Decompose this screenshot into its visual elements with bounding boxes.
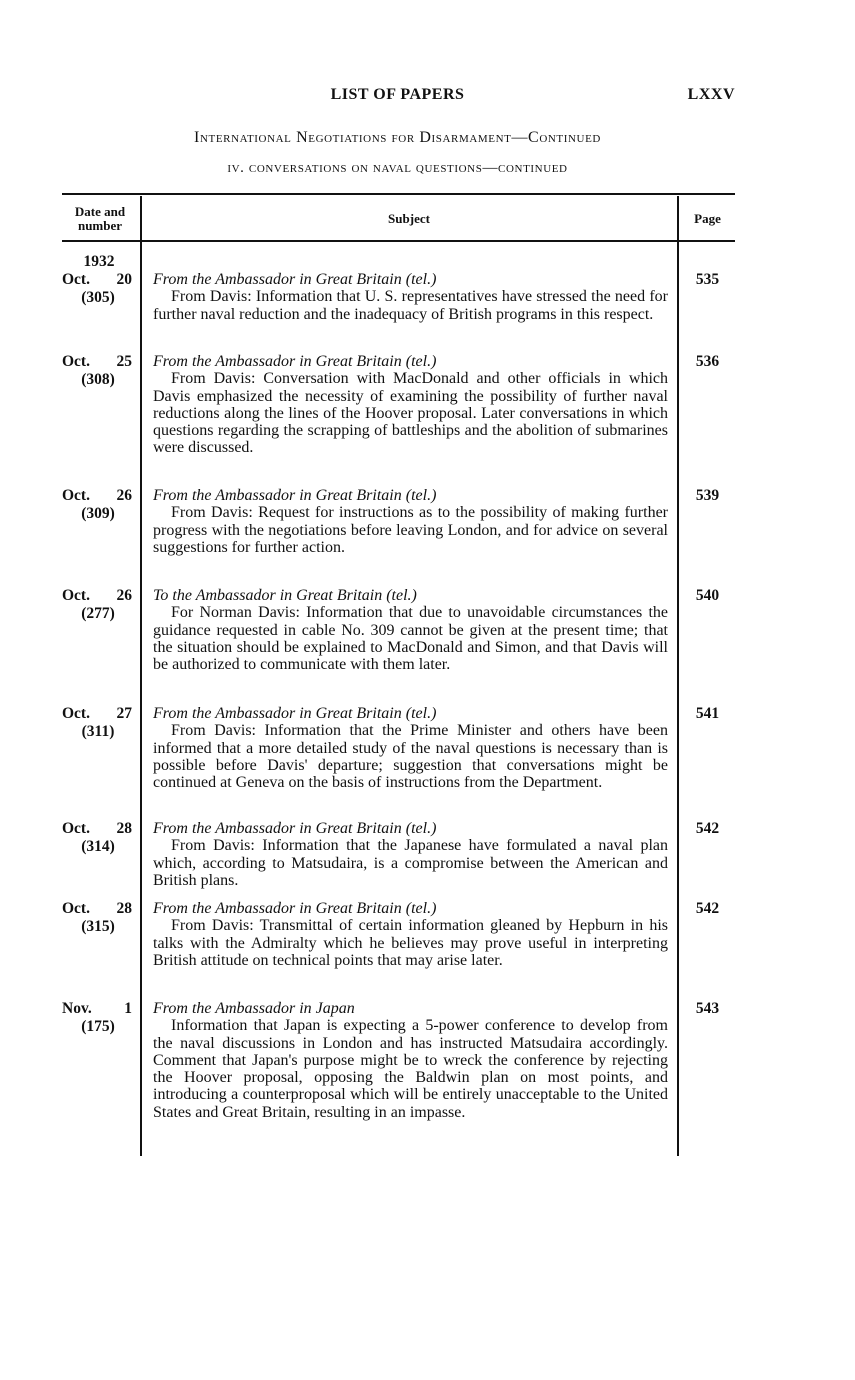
- entry-heading: To the Ambassador in Great Britain (tel.): [153, 587, 417, 604]
- entry-month: Oct.: [62, 353, 90, 370]
- entry-month: Oct.: [62, 271, 90, 288]
- entry-day: 1: [124, 1000, 132, 1017]
- entry-subject: [153, 271, 668, 323]
- entry-heading: From the Ambassador in Great Britain (tel.): [153, 353, 437, 370]
- entry-number: (175): [81, 1018, 115, 1035]
- entry-page: 539: [695, 487, 720, 504]
- entry-heading: From the Ambassador in Great Britain (tel.): [153, 271, 437, 288]
- entry-number: (314): [81, 838, 115, 855]
- entry-date: [62, 487, 132, 523]
- entry-heading: From the Ambassador in Great Britain (tel.): [153, 705, 437, 722]
- entry-body: For Norman Davis: Information that due to unavoidable circumstances the guidance requested in cable No. 309 cannot be given at the present time; that the situation should be explained to MacDonald and Simon, and that Davis will be authorized to communicate with them later.: [153, 604, 668, 674]
- section-title: International Negotiations for Disarmament—Continued: [194, 129, 601, 146]
- entry-day: 26: [116, 487, 132, 504]
- table-top-rule: [62, 193, 735, 195]
- entry-body: From Davis: Information that the Japanese have formulated a naval plan which, according to Matsudaira, is a compromise between the American and British plans.: [153, 837, 668, 889]
- entry-date: [62, 900, 132, 936]
- entry-number: (305): [81, 289, 115, 306]
- entry-number: (308): [81, 371, 115, 388]
- entry-subject: [153, 1000, 668, 1121]
- entry-body: From Davis: Request for instructions as to the possibility of making further progress with the negotiations before leaving London, and for advice on several suggestions for further action.: [153, 504, 668, 556]
- entry-page: 542: [695, 900, 720, 917]
- entry-heading: From the Ambassador in Japan: [153, 1000, 355, 1017]
- entry-number: (277): [81, 605, 115, 622]
- entry-subject: [153, 705, 668, 791]
- entry-month: Oct.: [62, 705, 90, 722]
- entry-date: [62, 271, 132, 307]
- entry-month: Oct.: [62, 587, 90, 604]
- running-head: [60, 86, 735, 108]
- entry-heading: From the Ambassador in Great Britain (tel.): [153, 820, 437, 837]
- entry-month: Oct.: [62, 487, 90, 504]
- entry-subject: [153, 353, 668, 457]
- column-header-subject: Subject: [388, 211, 430, 226]
- entry-body: From Davis: Conversation with MacDonald and other officials in which Davis emphasized the necessity of examining the possibility of further naval reductions along the lines of the Hoover proposal. Later conversations in which questions regarding the scrapping of battleships and the abolition of submarines were discussed.: [153, 370, 668, 457]
- entry-number: (309): [81, 505, 115, 522]
- entry-month: Oct.: [62, 900, 90, 917]
- entry-body: From Davis: Transmittal of certain information gleaned by Hepburn in his talks with the Admiralty which he believes may prove useful in interpreting British attitude on technical points that may arise later.: [153, 917, 668, 969]
- entry-page: 543: [695, 1000, 720, 1017]
- entry-day: 26: [116, 587, 132, 604]
- entry-subject: [153, 900, 668, 969]
- entry-number: (315): [81, 918, 115, 935]
- entry-page: 536: [695, 353, 720, 370]
- entry-day: 20: [116, 271, 132, 288]
- entry-date: [62, 705, 132, 741]
- entry-subject: [153, 587, 668, 673]
- subsection-title: iv. conversations on naval questions—continued: [227, 160, 568, 176]
- entry-body: From Davis: Information that U. S. representatives have stressed the need for further naval reduction and the inadequacy of British programs in this respect.: [153, 288, 668, 323]
- column-header-date: Date and number: [74, 204, 126, 233]
- entry-heading: From the Ambassador in Great Britain (tel.): [153, 900, 437, 917]
- year-label: 1932: [83, 253, 115, 270]
- entry-date: [62, 820, 132, 856]
- entry-day: 28: [116, 900, 132, 917]
- entry-page: 540: [695, 587, 720, 604]
- entry-subject: [153, 820, 668, 889]
- entry-page: 535: [695, 271, 720, 288]
- entry-date: [62, 1000, 132, 1036]
- entry-number: (311): [81, 723, 115, 740]
- entry-subject: [153, 487, 668, 556]
- entry-body: Information that Japan is expecting a 5-power conference to develop from the naval discussions in London and has instructed Matsudaira accordingly. Comment that Japan's purpose might be to wreck the conference by rejecting the Hoover proposal, opposing the Baldwin plan on most points, and introducing a counterproposal which will be entirely unacceptable to the United States and Great Britain, resulting in an impasse.: [153, 1017, 668, 1121]
- page-folio: LXXV: [687, 86, 735, 103]
- column-header-page: Page: [694, 211, 721, 226]
- column-divider-page: [677, 196, 679, 1156]
- entry-month: Nov.: [62, 1000, 92, 1017]
- entry-body: From Davis: Information that the Prime Minister and others have been informed that a more detailed study of the naval questions is necessary than is possible before Davis' departure; suggestion that conversations might be continued at Geneva on the basis of instructions from the Department.: [153, 722, 668, 792]
- entry-page: 541: [695, 705, 720, 722]
- entry-month: Oct.: [62, 820, 90, 837]
- entry-day: 27: [116, 705, 132, 722]
- table-header-rule: [62, 240, 735, 242]
- column-divider-date: [140, 196, 142, 1156]
- entry-date: [62, 587, 132, 623]
- running-title: LIST OF PAPERS: [330, 86, 465, 103]
- entry-date: [62, 353, 132, 389]
- entry-day: 28: [116, 820, 132, 837]
- entry-heading: From the Ambassador in Great Britain (tel.): [153, 487, 437, 504]
- entry-day: 25: [116, 353, 132, 370]
- entry-page: 542: [695, 820, 720, 837]
